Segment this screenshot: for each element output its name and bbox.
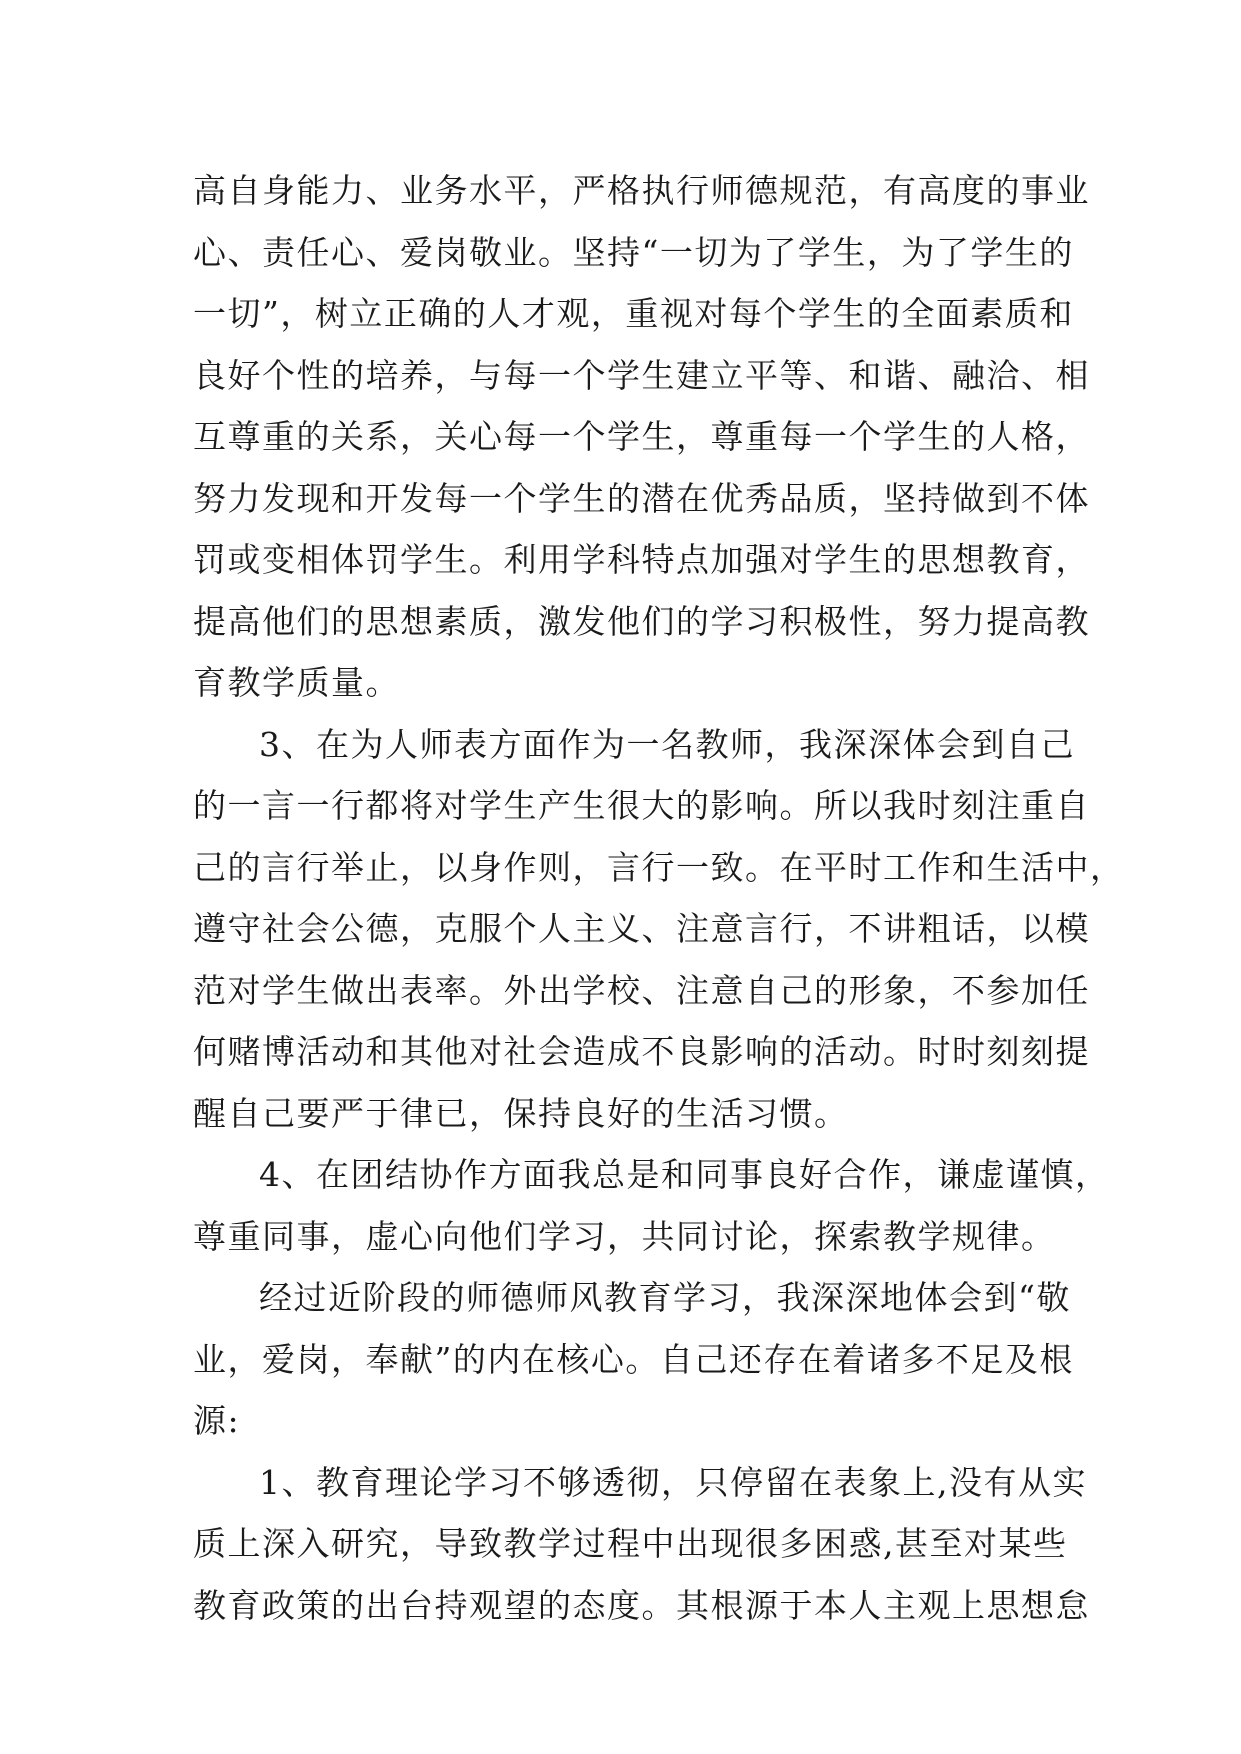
text-line: 互尊重的关系，关心每一个学生，尊重每一个学生的人格，	[193, 417, 1090, 456]
text-line: 一切”，树立正确的人才观，重视对每个学生的全面素质和	[193, 294, 1074, 333]
paragraph-start-line: 4、在团结协作方面我总是和同事良好合作，谦虚谨慎，	[259, 1155, 1110, 1194]
paragraph-start-line: 经过近阶段的师德师风教育学习，我深深地体会到“敬	[259, 1278, 1071, 1317]
text-line: 提高他们的思想素质，激发他们的学习积极性，努力提高教	[193, 601, 1090, 641]
text-line: 何赌博活动和其他对社会造成不良影响的活动。时时刻刻提	[193, 1032, 1090, 1071]
text-line: 心、责任心、爱岗敬业。坚持“一切为了学生，为了学生的	[193, 232, 1074, 272]
text-line: 尊重同事，虚心向他们学习，共同讨论，探索教学规律。	[193, 1216, 1056, 1256]
text-line: 业，爱岗，奉献”的内在核心。自己还存在着诸多不足及根	[193, 1339, 1074, 1379]
text-line: 醒自己要严于律已，保持良好的生活习惯。	[193, 1093, 849, 1133]
paragraph-start-line: 1、教育理论学习不够透彻，只停留在表象上,没有从实	[259, 1462, 1087, 1502]
text-line: 罚或变相体罚学生。利用学科特点加强对学生的思想教育，	[193, 540, 1090, 579]
body-text	[193, 160, 1125, 1636]
text-line: 高自身能力、业务水平，严格执行师德规范，有高度的事业	[193, 171, 1090, 210]
text-line: 范对学生做出表率。外出学校、注意自己的形象，不参加任	[193, 970, 1090, 1010]
text-line: 源:	[193, 1401, 241, 1440]
text-line: 努力发现和开发每一个学生的潜在优秀品质，坚持做到不体	[193, 478, 1090, 518]
text-line: 己的言行举止，以身作则，言行一致。在平时工作和生活中，	[193, 847, 1125, 887]
paragraph-start-line: 3、在为人师表方面作为一名教师，我深深体会到自己	[259, 724, 1075, 764]
text-line: 育教学质量。	[193, 663, 400, 702]
text-line: 教育政策的出台持观望的态度。其根源于本人主观上思想怠	[193, 1585, 1090, 1625]
text-line: 良好个性的培养，与每一个学生建立平等、和谐、融洽、相	[193, 355, 1090, 395]
text-line: 的一言一行都将对学生产生很大的影响。所以我时刻注重自	[193, 786, 1090, 825]
text-line: 遵守社会公德，克服个人主义、注意言行，不讲粗话，以模	[193, 909, 1090, 948]
text-line: 质上深入研究，导致教学过程中出现很多困惑,甚至对某些	[193, 1524, 1068, 1563]
